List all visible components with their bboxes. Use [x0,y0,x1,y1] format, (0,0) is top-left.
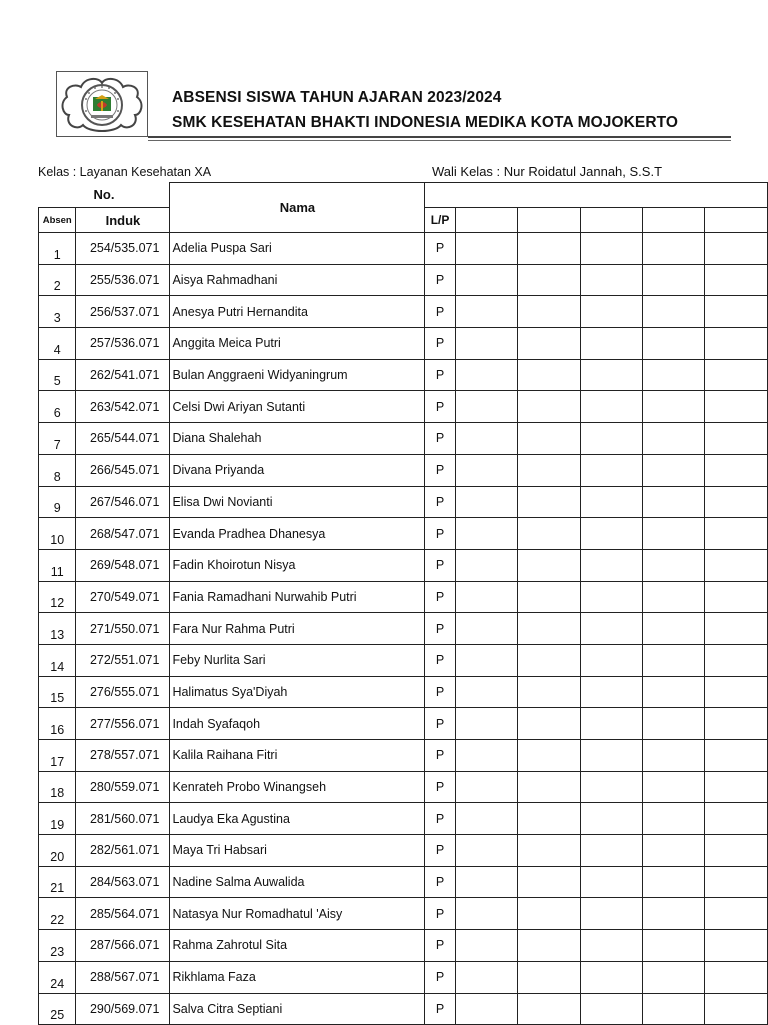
attendance-mark-cell[interactable] [518,771,580,803]
induk-cell: 281/560.071 [76,803,170,835]
table-row [39,898,768,930]
attendance-mark-cell[interactable] [518,613,580,645]
induk-cell: 263/542.071 [76,391,170,423]
attendance-mark-cell[interactable] [705,581,768,613]
attendance-mark-cell[interactable] [455,676,517,708]
attendance-mark-cell[interactable] [643,740,705,772]
nama-cell: Adelia Puspa Sari [170,233,425,265]
attendance-mark-cell[interactable] [518,549,580,581]
induk-cell: 287/566.071 [76,930,170,962]
attendance-mark-cell[interactable] [518,740,580,772]
class-label: Kelas : Layanan Kesehatan XA [38,165,212,179]
school-emblem-icon [59,75,145,135]
gender-cell: P [425,328,455,360]
table-row [39,771,768,803]
gender-cell: P [425,676,455,708]
induk-cell: 256/537.071 [76,296,170,328]
attendance-mark-cell[interactable] [580,581,642,613]
gender-cell: P [425,296,455,328]
induk-cell: 280/559.071 [76,771,170,803]
attendance-mark-cell[interactable] [705,613,768,645]
attendance-mark-cell[interactable] [455,961,517,993]
attendance-mark-cell[interactable] [455,613,517,645]
absen-cell: 13 [39,613,76,645]
attendance-mark-cell[interactable] [643,613,705,645]
attendance-mark-cell[interactable] [705,296,768,328]
attendance-mark-cell[interactable] [580,835,642,867]
induk-cell: 277/556.071 [76,708,170,740]
nama-cell: Fara Nur Rahma Putri [170,613,425,645]
gender-cell: P [425,708,455,740]
gender-cell: P [425,233,455,265]
table-row [39,866,768,898]
attendance-mark-cell[interactable] [580,708,642,740]
attendance-mark-cell[interactable] [455,771,517,803]
attendance-mark-cell[interactable] [580,771,642,803]
attendance-mark-cell[interactable] [518,328,580,360]
attendance-mark-cell[interactable] [455,359,517,391]
nama-cell: Aisya Rahmadhani [170,264,425,296]
header-date-cell [455,208,517,233]
gender-cell: P [425,486,455,518]
attendance-mark-cell[interactable] [518,644,580,676]
attendance-mark-cell[interactable] [518,359,580,391]
gender-cell: P [425,549,455,581]
table-row [39,486,768,518]
header-lp: L/P [425,208,455,233]
attendance-mark-cell[interactable] [580,423,642,455]
attendance-mark-cell[interactable] [580,518,642,550]
attendance-mark-cell[interactable] [705,423,768,455]
attendance-mark-cell[interactable] [455,898,517,930]
attendance-mark-cell[interactable] [455,391,517,423]
attendance-mark-cell[interactable] [580,961,642,993]
absen-cell: 21 [39,866,76,898]
attendance-mark-cell[interactable] [518,518,580,550]
attendance-mark-cell[interactable] [518,391,580,423]
induk-cell: 282/561.071 [76,835,170,867]
attendance-mark-cell[interactable] [580,391,642,423]
attendance-mark-cell[interactable] [580,898,642,930]
induk-cell: 270/549.071 [76,581,170,613]
school-name: SMK KESEHATAN BHAKTI INDONESIA MEDIKA KOTA MOJOKERTO [172,114,679,131]
induk-cell: 272/551.071 [76,644,170,676]
gender-cell: P [425,518,455,550]
induk-cell: 271/550.071 [76,613,170,645]
absen-cell: 18 [39,771,76,803]
header-no: No. [39,183,170,208]
header-date-cell [580,208,642,233]
attendance-mark-cell[interactable] [705,835,768,867]
attendance-mark-cell[interactable] [705,993,768,1025]
attendance-mark-cell[interactable] [518,486,580,518]
attendance-mark-cell[interactable] [643,993,705,1025]
attendance-mark-cell[interactable] [455,835,517,867]
attendance-mark-cell[interactable] [455,486,517,518]
header-divider-thin [148,140,731,141]
attendance-mark-cell[interactable] [518,296,580,328]
attendance-mark-cell[interactable] [455,296,517,328]
header-induk: Induk [76,208,170,233]
attendance-mark-cell[interactable] [643,264,705,296]
gender-cell: P [425,835,455,867]
induk-cell: 267/546.071 [76,486,170,518]
nama-cell: Evanda Pradhea Dhanesya [170,518,425,550]
absen-cell: 23 [39,930,76,962]
absen-cell: 5 [39,359,76,391]
attendance-mark-cell[interactable] [518,803,580,835]
attendance-mark-cell[interactable] [455,518,517,550]
attendance-mark-cell[interactable] [643,676,705,708]
attendance-mark-cell[interactable] [705,866,768,898]
header-absen: Absen [39,208,76,233]
attendance-mark-cell[interactable] [705,644,768,676]
absen-cell: 24 [39,961,76,993]
attendance-mark-cell[interactable] [643,803,705,835]
table-row [39,708,768,740]
absen-cell: 10 [39,518,76,550]
table-row [39,549,768,581]
attendance-mark-cell[interactable] [643,454,705,486]
induk-cell: 276/555.071 [76,676,170,708]
attendance-mark-cell[interactable] [518,233,580,265]
attendance-mark-cell[interactable] [580,264,642,296]
attendance-mark-cell[interactable] [705,961,768,993]
table-row [39,835,768,867]
school-logo [56,71,148,137]
attendance-mark-cell[interactable] [455,581,517,613]
attendance-mark-cell[interactable] [518,993,580,1025]
induk-cell: 269/548.071 [76,549,170,581]
gender-cell: P [425,803,455,835]
nama-cell: Kenrateh Probo Winangseh [170,771,425,803]
absen-cell: 2 [39,264,76,296]
attendance-mark-cell[interactable] [455,866,517,898]
attendance-mark-cell[interactable] [455,993,517,1025]
attendance-mark-cell[interactable] [705,486,768,518]
absen-cell: 3 [39,296,76,328]
attendance-mark-cell[interactable] [705,803,768,835]
nama-cell: Kalila Raihana Fitri [170,740,425,772]
nama-cell: Feby Nurlita Sari [170,644,425,676]
induk-cell: 290/569.071 [76,993,170,1025]
nama-cell: Rahma Zahrotul Sita [170,930,425,962]
absen-cell: 15 [39,676,76,708]
attendance-mark-cell[interactable] [643,518,705,550]
absen-cell: 17 [39,740,76,772]
gender-cell: P [425,359,455,391]
table-row [39,518,768,550]
absen-cell: 19 [39,803,76,835]
table-row [39,581,768,613]
table-row [39,676,768,708]
gender-cell: P [425,740,455,772]
attendance-mark-cell[interactable] [705,676,768,708]
induk-cell: 254/535.071 [76,233,170,265]
attendance-mark-cell[interactable] [705,771,768,803]
attendance-mark-cell[interactable] [643,581,705,613]
document-title: ABSENSI SISWA TAHUN AJARAN 2023/2024 [172,89,502,106]
attendance-mark-cell[interactable] [643,930,705,962]
attendance-mark-cell[interactable] [705,930,768,962]
attendance-mark-cell[interactable] [643,708,705,740]
gender-cell: P [425,644,455,676]
gender-cell: P [425,866,455,898]
header-date-cell [705,208,768,233]
attendance-mark-cell[interactable] [580,866,642,898]
absen-cell: 11 [39,549,76,581]
attendance-mark-cell[interactable] [518,835,580,867]
absen-cell: 16 [39,708,76,740]
header-date-cell [643,208,705,233]
gender-cell: P [425,771,455,803]
attendance-mark-cell[interactable] [518,454,580,486]
attendance-mark-cell[interactable] [643,835,705,867]
attendance-mark-cell[interactable] [580,454,642,486]
attendance-mark-cell[interactable] [580,676,642,708]
attendance-mark-cell[interactable] [643,423,705,455]
attendance-mark-cell[interactable] [705,518,768,550]
attendance-mark-cell[interactable] [518,930,580,962]
table-row [39,613,768,645]
attendance-mark-cell[interactable] [705,233,768,265]
nama-cell: Anggita Meica Putri [170,328,425,360]
gender-cell: P [425,993,455,1025]
attendance-mark-cell[interactable] [705,708,768,740]
gender-cell: P [425,898,455,930]
attendance-mark-cell[interactable] [643,961,705,993]
attendance-table [38,182,768,1025]
induk-cell: 262/541.071 [76,359,170,391]
induk-cell: 285/564.071 [76,898,170,930]
absen-cell: 7 [39,423,76,455]
gender-cell: P [425,613,455,645]
nama-cell: Fadin Khoirotun Nisya [170,549,425,581]
absen-cell: 9 [39,486,76,518]
gender-cell: P [425,454,455,486]
header-divider [148,136,731,138]
attendance-mark-cell[interactable] [455,328,517,360]
attendance-mark-cell[interactable] [518,961,580,993]
attendance-mark-cell[interactable] [580,359,642,391]
nama-cell: Salva Citra Septiani [170,993,425,1025]
nama-cell: Celsi Dwi Ariyan Sutanti [170,391,425,423]
attendance-mark-cell[interactable] [643,486,705,518]
absen-cell: 1 [39,233,76,265]
gender-cell: P [425,423,455,455]
induk-cell: 265/544.071 [76,423,170,455]
attendance-mark-cell[interactable] [518,866,580,898]
table-row [39,803,768,835]
attendance-mark-cell[interactable] [580,296,642,328]
nama-cell: Rikhlama Faza [170,961,425,993]
attendance-mark-cell[interactable] [580,613,642,645]
table-row [39,423,768,455]
table-row [39,264,768,296]
absen-cell: 14 [39,644,76,676]
attendance-mark-cell[interactable] [455,644,517,676]
table-header-row [39,183,768,208]
attendance-mark-cell[interactable] [643,771,705,803]
attendance-mark-cell[interactable] [705,898,768,930]
attendance-mark-cell[interactable] [580,549,642,581]
induk-cell: 268/547.071 [76,518,170,550]
table-row [39,993,768,1025]
absen-cell: 6 [39,391,76,423]
attendance-mark-cell[interactable] [455,930,517,962]
header-date-cell [518,208,580,233]
induk-cell: 255/536.071 [76,264,170,296]
nama-cell: Anesya Putri Hernandita [170,296,425,328]
attendance-mark-cell[interactable] [643,233,705,265]
attendance-mark-cell[interactable] [580,486,642,518]
attendance-mark-cell[interactable] [705,740,768,772]
absen-cell: 22 [39,898,76,930]
induk-cell: 257/536.071 [76,328,170,360]
homeroom-teacher-label: Wali Kelas : Nur Roidatul Jannah, S.S.T [432,164,663,179]
nama-cell: Indah Syafaqoh [170,708,425,740]
nama-cell: Laudya Eka Agustina [170,803,425,835]
attendance-mark-cell[interactable] [705,391,768,423]
table-row [39,454,768,486]
table-row [39,961,768,993]
attendance-mark-cell[interactable] [643,866,705,898]
nama-cell: Natasya Nur Romadhatul 'Aisy [170,898,425,930]
attendance-mark-cell[interactable] [455,233,517,265]
attendance-mark-cell[interactable] [455,708,517,740]
attendance-mark-cell[interactable] [518,264,580,296]
header-nama: Nama [170,183,425,233]
attendance-mark-cell[interactable] [518,898,580,930]
attendance-mark-cell[interactable] [643,328,705,360]
absen-cell: 20 [39,835,76,867]
attendance-mark-cell[interactable] [705,549,768,581]
attendance-mark-cell[interactable] [455,549,517,581]
nama-cell: Elisa Dwi Novianti [170,486,425,518]
attendance-mark-cell[interactable] [580,233,642,265]
header-blank [425,183,768,208]
attendance-mark-cell[interactable] [518,423,580,455]
nama-cell: Maya Tri Habsari [170,835,425,867]
induk-cell: 266/545.071 [76,454,170,486]
attendance-mark-cell[interactable] [643,549,705,581]
induk-cell: 278/557.071 [76,740,170,772]
nama-cell: Divana Priyanda [170,454,425,486]
attendance-mark-cell[interactable] [705,328,768,360]
attendance-mark-cell[interactable] [705,264,768,296]
nama-cell: Halimatus Sya'Diyah [170,676,425,708]
attendance-mark-cell[interactable] [518,708,580,740]
absen-cell: 12 [39,581,76,613]
table-row [39,296,768,328]
attendance-mark-cell[interactable] [705,454,768,486]
absen-cell: 4 [39,328,76,360]
attendance-mark-cell[interactable] [455,264,517,296]
attendance-mark-cell[interactable] [580,993,642,1025]
attendance-mark-cell[interactable] [580,328,642,360]
attendance-mark-cell[interactable] [455,740,517,772]
attendance-mark-cell[interactable] [580,644,642,676]
gender-cell: P [425,961,455,993]
attendance-mark-cell[interactable] [580,740,642,772]
absen-cell: 8 [39,454,76,486]
table-row [39,359,768,391]
gender-cell: P [425,581,455,613]
table-row [39,233,768,265]
nama-cell: Diana Shalehah [170,423,425,455]
induk-cell: 284/563.071 [76,866,170,898]
induk-cell: 288/567.071 [76,961,170,993]
attendance-mark-cell[interactable] [455,454,517,486]
attendance-mark-cell[interactable] [643,898,705,930]
nama-cell: Bulan Anggraeni Widyaningrum [170,359,425,391]
table-row [39,391,768,423]
table-row [39,930,768,962]
attendance-mark-cell[interactable] [580,803,642,835]
attendance-mark-cell[interactable] [580,930,642,962]
gender-cell: P [425,930,455,962]
attendance-mark-cell[interactable] [518,676,580,708]
table-row [39,328,768,360]
attendance-mark-cell[interactable] [518,581,580,613]
gender-cell: P [425,391,455,423]
attendance-mark-cell[interactable] [455,423,517,455]
attendance-mark-cell[interactable] [455,803,517,835]
absen-cell: 25 [39,993,76,1025]
table-row [39,740,768,772]
nama-cell: Nadine Salma Auwalida [170,866,425,898]
attendance-mark-cell[interactable] [643,391,705,423]
attendance-mark-cell[interactable] [643,296,705,328]
attendance-mark-cell[interactable] [643,359,705,391]
gender-cell: P [425,264,455,296]
nama-cell: Fania Ramadhani Nurwahib Putri [170,581,425,613]
attendance-mark-cell[interactable] [705,359,768,391]
attendance-mark-cell[interactable] [643,644,705,676]
table-row [39,644,768,676]
